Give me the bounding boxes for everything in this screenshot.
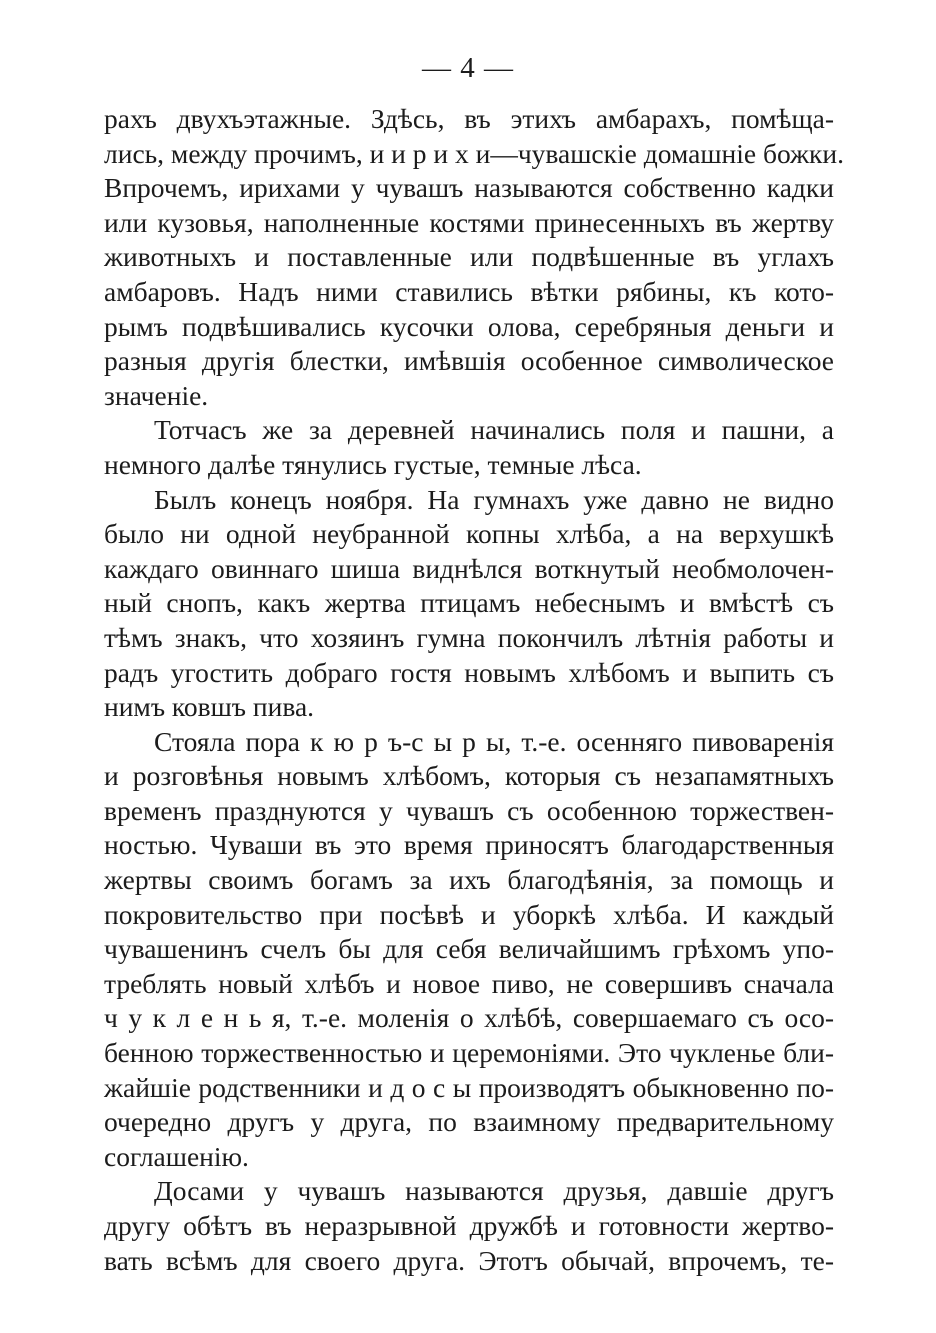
text-line: Тотчасъ же за деревней начинались поля и пашни, а: [154, 414, 834, 446]
paragraph: [104, 102, 844, 413]
text-line: или кузовья, наполненные костями принесенныхъ въ жертву: [104, 206, 834, 238]
text-line: треблять новый хлѣбъ и новое пиво, не совершивъ сначала: [104, 967, 834, 999]
text-line: Стояла пора к ю р ъ-с ы р ы, т.-е. осенняго пивоваренія: [154, 725, 834, 757]
paragraph: [104, 1174, 834, 1278]
text-line: рымъ подвѣшивались кусочки олова, серебряныя деньги и: [104, 310, 834, 342]
text-line: Впрочемъ, ирихами у чувашъ называются собственно кадки: [104, 172, 834, 204]
text-line: немного далѣе тянулись густые, темные лѣса.: [104, 448, 642, 480]
page-body: [104, 102, 844, 1278]
text-line: нимъ ковшъ пива.: [104, 691, 315, 723]
text-line: тѣмъ знакъ, что хозяинъ гумна покончилъ лѣтнія работы и: [104, 621, 834, 653]
paragraph: [104, 725, 834, 1175]
text-line: вать всѣмъ для своего друга. Этотъ обычай, впрочемъ, те-: [104, 1244, 834, 1276]
text-line: очередно другъ у друга, по взаимному предварительному: [104, 1106, 834, 1138]
text-line: животныхъ и поставленные или подвѣшенные въ углахъ: [104, 241, 834, 273]
page-number: — 4 —: [422, 52, 514, 84]
text-line: бенною торжественностью и церемоніями. Это чукленье бли-: [104, 1037, 834, 1069]
text-line: ч у к л е н ь я, т.-е. моленія о хлѣбѣ, совершаемаго съ осо-: [104, 1002, 834, 1034]
text-line: ностью. Чуваши въ это время приносятъ благодарственныя: [104, 829, 834, 861]
text-line: соглашенію.: [104, 1140, 249, 1172]
text-line: и розговѣнья новымъ хлѣбомъ, которыя съ незапамятныхъ: [104, 760, 834, 792]
text-line: лись, между прочимъ, и и р и х и—чувашскіе домашніе божки.: [104, 137, 844, 169]
text-line: жайшіе родственники и д о с ы производятъ обыкновенно по-: [104, 1071, 834, 1103]
text-line: рахъ двухъэтажные. Здѣсь, въ этихъ амбарахъ, помѣща-: [104, 103, 834, 134]
text-line: значеніе.: [104, 379, 209, 411]
paragraph: [104, 413, 834, 482]
text-line: каждаго овиннаго шиша виднѣлся воткнутый необмолочен-: [104, 552, 834, 584]
text-line: другу обѣтъ въ неразрывной дружбѣ и готовности жертво-: [104, 1210, 834, 1241]
text-line: жертвы своимъ богамъ за ихъ благодѣянія, за помощь и: [104, 864, 834, 896]
text-line: разныя другія блестки, имѣвшія особенное символическое: [104, 345, 834, 377]
text-line: радъ угостить добраго гостя новымъ хлѣбомъ и выпить съ: [104, 656, 834, 688]
paragraph: [104, 483, 834, 725]
text-line: Былъ конецъ ноября. На гумнахъ уже давно не видно: [154, 483, 834, 515]
text-line: временъ празднуются у чувашъ съ особенною торжествен-: [104, 794, 834, 826]
text-line: покровительство при посѣвѣ и уборкѣ хлѣба. И каждый: [104, 898, 834, 930]
text-line: Досами у чувашъ называются друзья, давшіе другъ: [154, 1175, 834, 1207]
text-line: было ни одной неубранной копны хлѣба, а на верхушкѣ: [104, 518, 834, 550]
text-line: амбаровъ. Надъ ними ставились вѣтки рябины, къ кото-: [104, 275, 834, 307]
text-line: ный снопъ, какъ жертва птицамъ небеснымъ и вмѣстѣ съ: [104, 587, 834, 619]
text-line: чувашенинъ счелъ бы для себя величайшимъ грѣхомъ упо-: [104, 933, 834, 965]
